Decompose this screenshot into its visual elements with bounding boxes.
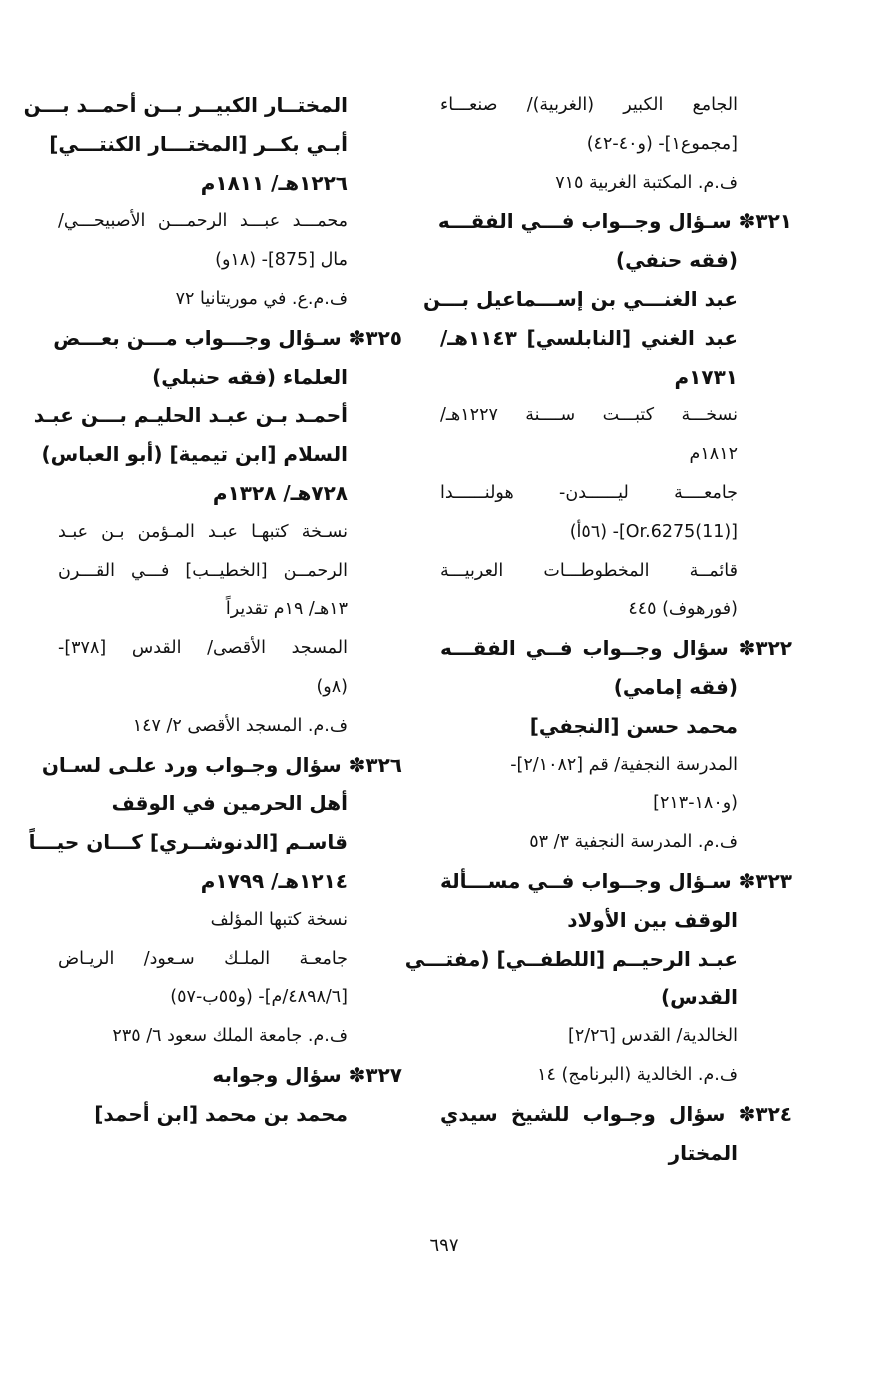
entry-line: محمـــد عبـــد الرحمـــن الأصبيحـــي/ <box>58 211 348 232</box>
entry-line: ١٣هـ/ ١٩م تقديراً <box>225 599 348 620</box>
entry-line: السلام [ابن تيمية] (أبو العباس) <box>41 442 348 467</box>
entry-line: نسخة كتبها المؤلف <box>210 909 348 930</box>
entry-line: الوقف بين الأولاد <box>567 907 738 932</box>
right-column <box>404 86 792 1172</box>
entry-line: ف.م. المسجد الأقصى ٢/ ١٤٧ <box>132 715 348 736</box>
entry-heading-line: ٣٢١✽ سـؤال وجــواب فـــي الفقـــه <box>437 209 792 234</box>
entry-line: (فقه حنفي) <box>615 248 738 273</box>
entry-line: المدرسة النجفية/ قم [٢/١٠٨٢]- <box>510 754 738 775</box>
entry-line: (فقه إمامي) <box>613 674 738 699</box>
entry-line: ١٢١٤هـ/ ١٧٩٩م <box>200 868 348 893</box>
entry-line: نسـخة كتبهـا عبـد المـؤمن بـن عبـد <box>58 521 348 542</box>
entry-line: أحمـد بـن عبـد الحليـم بـــن عبـد <box>33 403 348 428</box>
page-number: ٦٩٧ <box>429 1235 459 1256</box>
entry-line: المسجد الأقصى/ القدس [٣٧٨]- <box>58 638 348 659</box>
entry-line: الجامع الكبير (الغربية)/ صنعـــاء <box>440 95 738 115</box>
entry-line: أهل الحرمين في الوقف <box>111 791 348 816</box>
entry-line: محمد بن محمد [ابن أحمد] <box>94 1101 348 1126</box>
entry-line: عبـد الرحيــم [اللطفــي] (مفتـــي <box>404 946 738 971</box>
entry-line: قاسـم [الدنوشــري] كـــان حيـــاً <box>28 830 348 855</box>
entry-line: (٨و) <box>316 676 348 697</box>
entry-line: [٤٨٩٨/٦/م]- (و٥٥ب-٥٧) <box>170 987 348 1008</box>
entry-heading-line: ٣٢٣✽ سـؤال وجــواب فــي مســـألة <box>440 868 792 893</box>
entry-line: ٧٢٨هـ/ ١٣٢٨م <box>212 480 348 505</box>
entry-line: عبد الغني [النابلسي] ١١٤٣هـ/ <box>440 325 738 350</box>
entry-line: ١٨١٢م <box>689 444 738 465</box>
entry-line: ١٢٢٦هـ/ ١٨١١م <box>200 170 348 195</box>
entry-line: المختار <box>668 1140 738 1165</box>
entry-line: العلماء (فقه حنبلي) <box>152 364 348 389</box>
entry-line: أبـي بكــر [المختـــار الكنتـــي] <box>49 131 348 156</box>
entry-line: الرحمــن [الخطيــب] فـــي القـــرن <box>58 560 348 581</box>
entry-line: نسخـــة كتبـــت ســــنة ١٢٢٧هـ/ <box>440 405 738 426</box>
entry-heading-line: ٣٢٧✽ سؤال وجوابه <box>212 1062 402 1087</box>
entry-line: الخالدية/ القدس [٢/٢٦] <box>568 1026 738 1047</box>
entry-line: ف.م. المدرسة النجفية ٣/ ٥٣ <box>529 832 738 853</box>
entry-line: ف.م.ع. في موريتانيا ٧٢ <box>175 288 348 309</box>
entry-line: جامعــــة ليــــــدن- هولنــــــدا <box>440 482 738 503</box>
entry-line: مال [875]- (١٨و) <box>215 250 348 271</box>
entry-heading-line: ٣٢٢✽ سؤال وجــواب فــي الفقـــه <box>440 636 792 661</box>
entry-line: ف.م. الخالدية (البرنامج) ١٤ <box>537 1064 738 1085</box>
entry-line: ١٧٣١م <box>674 364 738 389</box>
entry-line: [مجموع١]- (و٤٠-٤٢) <box>586 133 738 154</box>
entry-heading-line: ٣٢٥✽ سـؤال وجـــواب مـــن بعـــض <box>53 325 402 350</box>
entry-heading-line: ٣٢٤✽ سؤال وجـواب للشيخ سيدي <box>440 1101 792 1126</box>
entry-line: (و١٨٠-٢١٣] <box>653 793 738 814</box>
left-column <box>23 86 402 1134</box>
entry-line: ف.م. المكتبة الغربية ٧١٥ <box>555 172 738 193</box>
entry-line: قائمــة المخطوطـــات العربيـــة <box>440 560 738 581</box>
entry-line: [Or.6275(11)]- (٥٦أ) <box>569 521 738 542</box>
entry-heading-line: ٣٢٦✽ سؤال وجـواب ورد علـى لسـان <box>41 752 402 777</box>
entry-line: ف.م. جامعة الملك سعود ٦/ ٢٣٥ <box>112 1026 348 1047</box>
entry-line: القدس) <box>660 985 738 1010</box>
entry-line: عبد الغنـــي بن إســـماعيل بـــن <box>423 286 738 311</box>
entry-line: المختــار الكبيــر بــن أحمــد بـــن <box>23 93 348 117</box>
entry-line: جامعـة الملـك سـعود/ الريـاض <box>58 948 348 969</box>
entry-line: محمد حسن [النجفي] <box>529 713 738 738</box>
entry-line: (فورهوف) ٤٤٥ <box>628 599 738 620</box>
